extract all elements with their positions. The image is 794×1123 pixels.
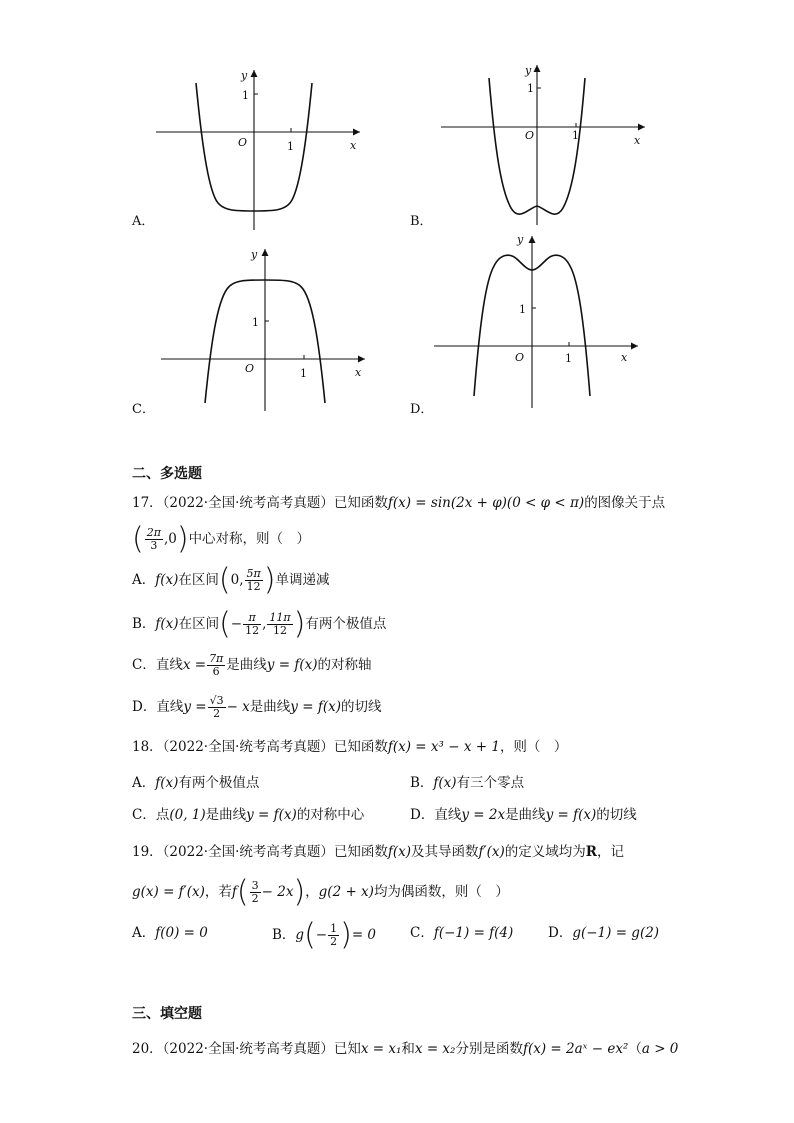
option-text: 在区间 <box>178 616 220 632</box>
numerator: 2π <box>146 526 161 539</box>
real-numbers: R <box>585 844 597 860</box>
curve-equation: y = f(x) <box>290 699 341 715</box>
x-axis-arrow <box>358 356 365 363</box>
numerator: √3 <box>209 694 224 707</box>
option-text-2: 是曲线 <box>505 807 546 823</box>
fraction <box>207 653 225 678</box>
q18-stem-text-2: ，则（ ） <box>499 739 568 755</box>
q20-and: 和 <box>401 1041 415 1057</box>
minus-sign: − <box>315 927 328 943</box>
q17-stem-text-2: 的图像关于点 <box>584 495 666 511</box>
option-equation: g(−1) = g(2) <box>572 925 660 941</box>
equation: x = <box>182 657 207 673</box>
y-axis-arrow <box>534 65 541 72</box>
option-equation: f(−1) = f(4) <box>433 925 514 941</box>
option-label: A． <box>132 775 156 791</box>
option-equation: f(0) = 0 <box>155 925 208 941</box>
option-label: C． <box>410 925 434 941</box>
y-label: y <box>251 248 258 261</box>
x-label: x <box>350 139 357 152</box>
graph-b-svg <box>435 60 655 225</box>
graph-option-c <box>155 243 375 413</box>
option-text-2: 是曲线 <box>226 657 267 673</box>
q18-option-c[interactable] <box>132 805 364 825</box>
q19-stem-line2 <box>132 874 509 910</box>
stem-text-3: 均为偶函数，则（ ） <box>373 884 509 900</box>
paren-close: ) <box>293 606 306 642</box>
q19-derivative: f′(x) <box>478 844 505 860</box>
q20-condition: a > 0 <box>641 1041 679 1057</box>
fraction <box>267 612 292 637</box>
denominator: 12 <box>245 624 260 637</box>
q19-function: f(x) <box>387 844 412 860</box>
function-g: g <box>295 927 305 943</box>
q18-option-d[interactable] <box>410 805 637 825</box>
option-label: B． <box>132 616 156 632</box>
x-one-label: 1 <box>565 352 572 365</box>
y-axis-arrow <box>262 249 269 256</box>
stem-text: ，若 <box>204 884 232 900</box>
numerator: 7π <box>209 652 224 665</box>
y-axis-arrow <box>251 70 258 77</box>
g-definition: g(x) = f′(x) <box>132 884 205 900</box>
y-axis-arrow <box>529 236 536 243</box>
y-one-label: 1 <box>252 316 259 329</box>
q17-option-d[interactable] <box>132 695 381 720</box>
graph-a-label[interactable]: A． <box>132 214 155 229</box>
paren-close: ) <box>293 874 306 910</box>
function: f(x) <box>155 572 179 588</box>
denominator: 2 <box>251 892 259 905</box>
q19-stem-text-2: 及其导函数 <box>411 844 479 860</box>
option-label: D． <box>410 807 435 823</box>
x1-equation: x = x₁ <box>360 1041 402 1057</box>
argument-tail: − 2x <box>261 884 294 900</box>
option-text-2: 是曲线 <box>205 807 247 823</box>
x-one-label: 1 <box>300 367 307 380</box>
x-label: x <box>355 366 362 379</box>
q17-option-b[interactable] <box>132 606 387 642</box>
function: f(x) <box>155 616 179 632</box>
graph-d-label[interactable]: D． <box>410 402 434 417</box>
x-label: x <box>621 351 628 364</box>
y-label: y <box>525 64 532 77</box>
option-text: 有两个极值点 <box>178 775 260 791</box>
graph-a-svg <box>150 65 370 230</box>
curve-equation: y = f(x) <box>545 807 597 823</box>
q17-point-line <box>132 521 311 557</box>
paren-close: ) <box>340 917 352 953</box>
denominator: 12 <box>273 624 288 637</box>
graph-option-a <box>150 65 370 230</box>
q18-stem-text: 18．（2022·全国·统考高考真题）已知函数 <box>132 739 388 755</box>
q17-option-c[interactable] <box>132 653 371 678</box>
y-one-label: 1 <box>519 303 526 316</box>
graph-option-d <box>428 230 648 410</box>
option-text-2: 有两个极值点 <box>305 616 387 632</box>
q17-stem-text: 17．（2022·全国·统考高考真题）已知函数 <box>132 495 388 511</box>
function: f(x) <box>155 775 179 791</box>
option-text: 直线 <box>155 657 183 673</box>
origin-label: O <box>515 351 525 364</box>
q17-stem-text-3: 中心对称，则（ ） <box>188 531 311 547</box>
interval-start: 0, <box>230 572 244 588</box>
q19-stem-text-3: 的定义域均为 <box>504 844 586 860</box>
q17-option-a[interactable] <box>132 562 330 598</box>
section-heading-multi: 二、多选题 <box>132 466 202 482</box>
numerator: π <box>243 612 261 625</box>
denominator: 3 <box>150 539 158 552</box>
equation: y = <box>183 699 207 715</box>
q19-option-a[interactable] <box>132 923 208 943</box>
origin-label: O <box>525 129 535 142</box>
q20-stem-text-2: 分别是函数 <box>455 1041 523 1057</box>
numerator: 5π <box>246 567 261 580</box>
y-label: y <box>241 69 248 82</box>
numerator: 1 <box>330 922 338 935</box>
graph-c-label[interactable]: C． <box>132 402 155 417</box>
origin-label: O <box>245 362 255 375</box>
fraction <box>243 612 261 637</box>
option-text-3: 的切线 <box>596 807 637 823</box>
paren-open: ( <box>218 562 231 598</box>
q18-stem <box>132 737 567 757</box>
q20-stem <box>132 1039 678 1059</box>
equation: y = 2x <box>461 807 506 823</box>
q17-stem <box>132 493 665 513</box>
y-label: y <box>517 233 524 246</box>
q19-stem-text-4: ，记 <box>596 844 624 860</box>
q19-stem-text: 19．（2022·全国·统考高考真题）已知函数 <box>132 844 388 860</box>
option-label: A． <box>132 572 156 588</box>
option-label: C． <box>132 657 156 673</box>
option-text-3: 的对称中心 <box>296 807 365 823</box>
fraction <box>245 568 263 593</box>
x-one-label: 1 <box>287 140 294 153</box>
denominator: 6 <box>212 665 220 678</box>
x-axis-arrow <box>353 129 360 136</box>
option-label: C． <box>132 807 156 823</box>
denominator: 12 <box>246 580 261 593</box>
numerator: 3 <box>251 879 259 892</box>
fraction <box>208 695 226 720</box>
comma: , <box>262 616 267 632</box>
option-label: D． <box>548 925 573 941</box>
option-label: D． <box>132 699 157 715</box>
stem-text-2: ， <box>305 884 319 900</box>
fraction <box>328 923 339 948</box>
paren-open: ( <box>132 521 144 557</box>
fraction <box>145 527 163 552</box>
denominator: 2 <box>330 935 338 948</box>
paren-close: ) <box>263 562 276 598</box>
point: (0, 1) <box>169 807 206 823</box>
paren-open: ( <box>219 606 231 642</box>
g-shifted: g(2 + x) <box>318 884 374 900</box>
graph-option-b <box>435 60 655 225</box>
option-label: B． <box>272 927 296 943</box>
paren-open: ( <box>236 874 249 910</box>
option-text-2: 单调递减 <box>275 572 330 588</box>
section-heading-fill: 三、填空题 <box>132 1006 202 1022</box>
point-rest: ,0 <box>163 531 177 547</box>
q18-option-a[interactable] <box>132 773 259 793</box>
x-axis-arrow <box>631 343 638 350</box>
x-label: x <box>634 134 641 147</box>
x-one-label: 1 <box>572 129 579 142</box>
q20-paren: （ <box>628 1041 642 1057</box>
option-text: 在区间 <box>178 572 219 588</box>
numerator: 11π <box>269 611 291 624</box>
y-one-label: 1 <box>527 82 534 95</box>
q19-option-d[interactable] <box>548 923 659 943</box>
equation-tail: − x <box>226 699 250 715</box>
q19-option-b[interactable] <box>272 917 377 953</box>
option-label: A． <box>132 925 156 941</box>
graph-d-svg <box>428 230 648 410</box>
q17-function: f(x) = sin(2x + φ)(0 < φ < π) <box>387 495 585 511</box>
q20-stem-text: 20．（2022·全国·统考高考真题）已知 <box>132 1041 361 1057</box>
graph-c-svg <box>155 243 375 413</box>
q19-stem <box>132 842 624 862</box>
function-f: f <box>231 884 237 900</box>
option-text-3: 的对称轴 <box>317 657 372 673</box>
function: f(x) <box>433 775 457 791</box>
option-text-3: 的切线 <box>340 699 382 715</box>
q20-function: f(x) = 2aˣ − ex² <box>522 1041 629 1057</box>
denominator: 2 <box>213 707 221 720</box>
option-text: 点 <box>155 807 170 823</box>
y-one-label: 1 <box>242 89 249 102</box>
minus-sign: − <box>230 616 243 632</box>
option-text: 直线 <box>156 699 184 715</box>
x2-equation: x = x₂ <box>414 1041 456 1057</box>
option-text: 直线 <box>434 807 462 823</box>
q18-function: f(x) = x³ − x + 1 <box>387 739 500 755</box>
fraction <box>250 880 261 905</box>
option-text: 有三个零点 <box>456 775 525 791</box>
paren-close: ) <box>176 521 189 557</box>
graph-b-label[interactable]: B． <box>410 214 433 229</box>
curve-equation: y = f(x) <box>266 657 318 673</box>
option-text-2: 是曲线 <box>249 699 291 715</box>
curve-equation: y = f(x) <box>246 807 297 823</box>
option-equation: = 0 <box>351 927 377 943</box>
q19-option-c[interactable] <box>410 923 513 943</box>
paren-open: ( <box>304 917 316 953</box>
option-label: B． <box>410 775 434 791</box>
origin-label: O <box>238 136 248 149</box>
q18-option-b[interactable] <box>410 773 524 793</box>
x-axis-arrow <box>638 124 645 131</box>
